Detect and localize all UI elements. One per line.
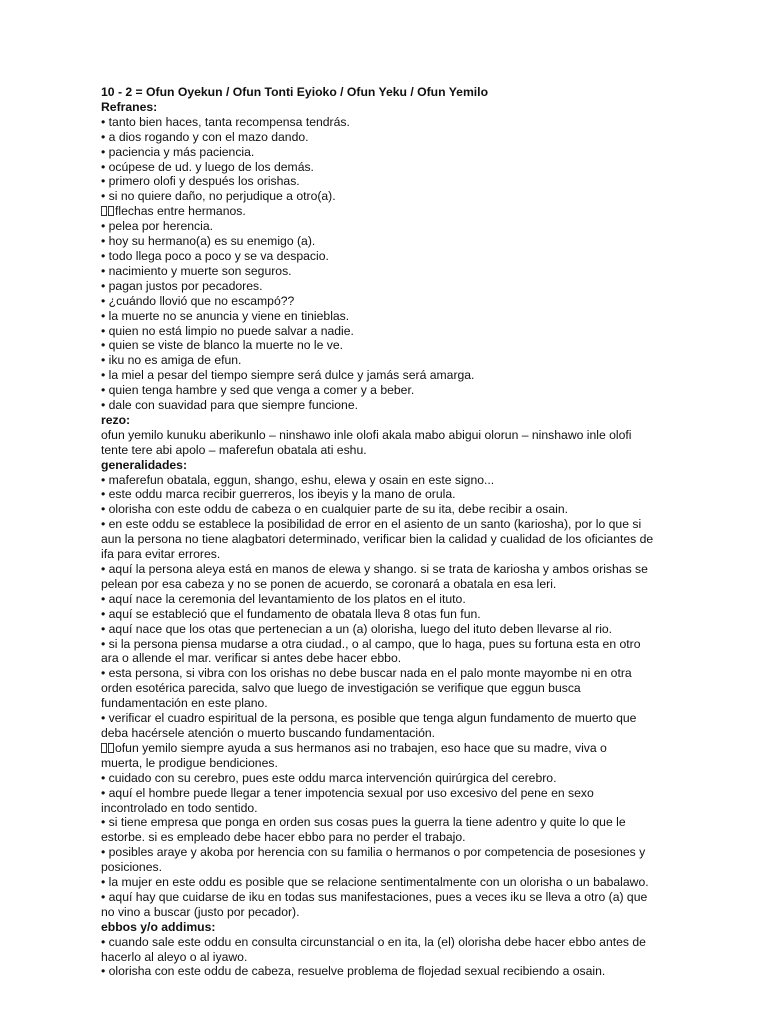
generalidad-item <box>101 502 661 517</box>
generalidad-item <box>101 607 661 622</box>
refranes-list <box>101 115 661 413</box>
generalidad-item <box>101 473 661 488</box>
generalidad-line: fundamentación en este plano. <box>101 696 268 711</box>
generalidad-line: • cuidado con su cerebro, pues este oddu marca intervención quirúrgica del cerebro. <box>101 770 557 785</box>
refran-item-text: flechas entre hermanos. <box>115 204 246 219</box>
refran-item: • ¿cuándo llovió que no escampó?? <box>101 293 295 308</box>
missing-glyph-icon <box>101 206 107 216</box>
refran-item: • tanto bien haces, tanta recompensa tendrás. <box>101 114 350 129</box>
ebbos-list <box>101 935 661 980</box>
generalidad-line: • maferefun obatala, eggun, shango, eshu, elewa y osain en este signo... <box>101 472 495 487</box>
generalidad-item <box>101 592 661 607</box>
generalidad-item <box>101 741 661 771</box>
generalidad-line: posiciones. <box>101 860 162 875</box>
rezo-text <box>101 428 661 458</box>
generalidad-line: • posibles araye y akoba por herencia con su familia o hermanos o por competencia de posesiones y <box>101 845 646 860</box>
generalidad-line: • olorisha con este oddu de cabeza o en cualquier parte de su ita, debe recibir a osain. <box>101 502 569 517</box>
generalidad-line: • la mujer en este oddu es posible que se relacione sentimentalmente con un olorisha o un babalawo. <box>101 875 649 890</box>
generalidad-item <box>101 771 661 786</box>
missing-glyph-icon <box>108 743 114 753</box>
generalidad-line: orden esotérica parecida, salvo que luego de investigación se verifique que eggun busca <box>101 681 581 696</box>
generalidad-line: • esta persona, si vibra con los orishas no debe buscar nada en el palo monte mayombe ni en otra <box>101 666 632 681</box>
generalidades-list <box>101 473 661 920</box>
refran-item: • quien se viste de blanco la muerte no le ve. <box>101 338 344 353</box>
refran-item: • a dios rogando y con el mazo dando. <box>101 129 309 144</box>
refran-item: • quien tenga hambre y sed que venga a comer y a beber. <box>101 383 415 398</box>
generalidad-line: no vino a buscar (justo por pecador). <box>101 904 300 919</box>
missing-glyph-icon <box>101 743 107 753</box>
refranes-heading: Refranes: <box>101 99 158 114</box>
refran-item: • hoy su hermano(a) es su enemigo (a). <box>101 234 316 249</box>
refran-item: • si no quiere daño, no perjudique a otro(a). <box>101 189 336 204</box>
generalidad-line: • si tiene empresa que ponga en orden sus cosas pues la guerra la tiene adentro y quite lo que le <box>101 815 626 830</box>
generalidad-line: incontrolado en todo sentido. <box>101 800 258 815</box>
generalidad-item <box>101 562 661 592</box>
generalidad-line: • este oddu marca recibir guerreros, los ibeyis y la mano de orula. <box>101 487 456 502</box>
refran-item: • pagan justos por pecadores. <box>101 278 263 293</box>
document-page <box>101 85 661 979</box>
generalidad-line: • verificar el cuadro espiritual de la persona, es posible que tenga algun fundamento de muerto que <box>101 711 637 726</box>
rezo-heading: rezo: <box>101 412 131 427</box>
generalidad-line: • aquí nace la ceremonia del levantamiento de los platos en el ituto. <box>101 591 466 606</box>
generalidad-line: muerta, le prodigue bendiciones. <box>101 755 278 770</box>
generalidad-item <box>101 815 661 845</box>
generalidad-line: • aquí hay que cuidarse de iku en todas sus manifestaciones, pues a veces iku se lleva a otro (a) que <box>101 889 648 904</box>
ebbo-item <box>101 964 661 979</box>
ebbo-line: hacerlo al aleyo o al iyawo. <box>101 949 248 964</box>
generalidad-item <box>101 666 661 711</box>
refran-item: • ocúpese de ud. y luego de los demás. <box>101 159 314 174</box>
generalidad-line: estorbe. si es empleado debe hacer ebbo para no perder el trabajo. <box>101 830 466 845</box>
generalidades-heading: generalidades: <box>101 457 188 472</box>
generalidad-item <box>101 637 661 667</box>
generalidad-line-text: ofun yemilo siempre ayuda a sus hermanos asi no trabajen, eso hace que su madre, viva o <box>115 740 607 755</box>
refran-item: • la muerte no se anuncia y viene en tinieblas. <box>101 308 350 323</box>
generalidad-item <box>101 487 661 502</box>
generalidad-line: • si la persona piensa mudarse a otra ciudad., o al campo, que lo haga, pues su fortuna esta en otro <box>101 636 641 651</box>
generalidad-item <box>101 711 661 741</box>
refran-item: • paciencia y más paciencia. <box>101 144 255 159</box>
refran-item: • primero olofi y después los orishas. <box>101 174 300 189</box>
ebbos-heading: ebbos y/o addimus: <box>101 919 216 934</box>
generalidad-item <box>101 517 661 562</box>
ebbo-item <box>101 935 661 965</box>
refran-item: • todo llega poco a poco y se va despacio. <box>101 248 329 263</box>
refran-item: • dale con suavidad para que siempre funcione. <box>101 398 358 413</box>
generalidad-line: • aquí se estableció que el fundamento de obatala lleva 8 otas fun fun. <box>101 606 481 621</box>
refran-item: • la miel a pesar del tiempo siempre será dulce y jamás será amarga. <box>101 368 475 383</box>
rezo-line: tente tere abi apolo – maferefun obatala ati eshu. <box>101 442 367 457</box>
generalidad-item <box>101 890 661 920</box>
refran-item: • iku no es amiga de efun. <box>101 353 242 368</box>
rezo-line: ofun yemilo kunuku aberikunlo – ninshawo inle olofi akala mabo abigui olorun – ninshawo inle olofi <box>101 427 632 442</box>
ebbo-line: • olorisha con este oddu de cabeza, resuelve problema de flojedad sexual recibiendo a osain. <box>101 964 606 979</box>
refran-item <box>101 204 661 219</box>
ebbo-line: • cuando sale este oddu en consulta circunstancial o en ita, la (el) olorisha debe hacer ebbo antes de <box>101 934 646 949</box>
refran-item: • quien no está limpio no puede salvar a nadie. <box>101 323 354 338</box>
generalidad-line: ifa para evitar errores. <box>101 547 221 562</box>
document-title: 10 - 2 = Ofun Oyekun / Ofun Tonti Eyioko / Ofun Yeku / Ofun Yemilo <box>101 85 489 99</box>
refran-item: • nacimiento y muerte son seguros. <box>101 263 292 278</box>
generalidad-line: • aquí la persona aleya está en manos de elewa y shango. si se trata de kariosha y ambos orishas se <box>101 562 648 576</box>
generalidad-item <box>101 845 661 875</box>
generalidad-item <box>101 786 661 816</box>
generalidad-line: • en este oddu se establece la posibilidad de error en el asiento de un santo (kariosha), por lo que si <box>101 517 642 532</box>
generalidad-line: pelean por esa cabeza y no se ponen de acuerdo, se coronará a obatala en esa leri. <box>101 576 557 591</box>
generalidad-line: • aquí nace que los otas que pertenecian a un (a) olorisha, luego del ituto deben llevarse al rio. <box>101 621 613 636</box>
generalidad-line <box>101 741 661 756</box>
generalidad-line: ara o allende el mar. verificar si antes debe hacer ebbo. <box>101 651 402 666</box>
generalidad-line: deba hacérsele atención o muerto buscando fundamentación. <box>101 725 436 740</box>
missing-glyph-icon <box>108 206 114 216</box>
generalidad-item <box>101 622 661 637</box>
generalidad-line: aun la persona no tiene alagbatori determinado, verificar bien la calidad y cualidad de los oficiantes de <box>101 532 654 547</box>
refran-item: • pelea por herencia. <box>101 219 213 234</box>
generalidad-line: • aquí el hombre puede llegar a tener impotencia sexual por uso excesivo del pene en sexo <box>101 785 594 800</box>
generalidad-item <box>101 875 661 890</box>
